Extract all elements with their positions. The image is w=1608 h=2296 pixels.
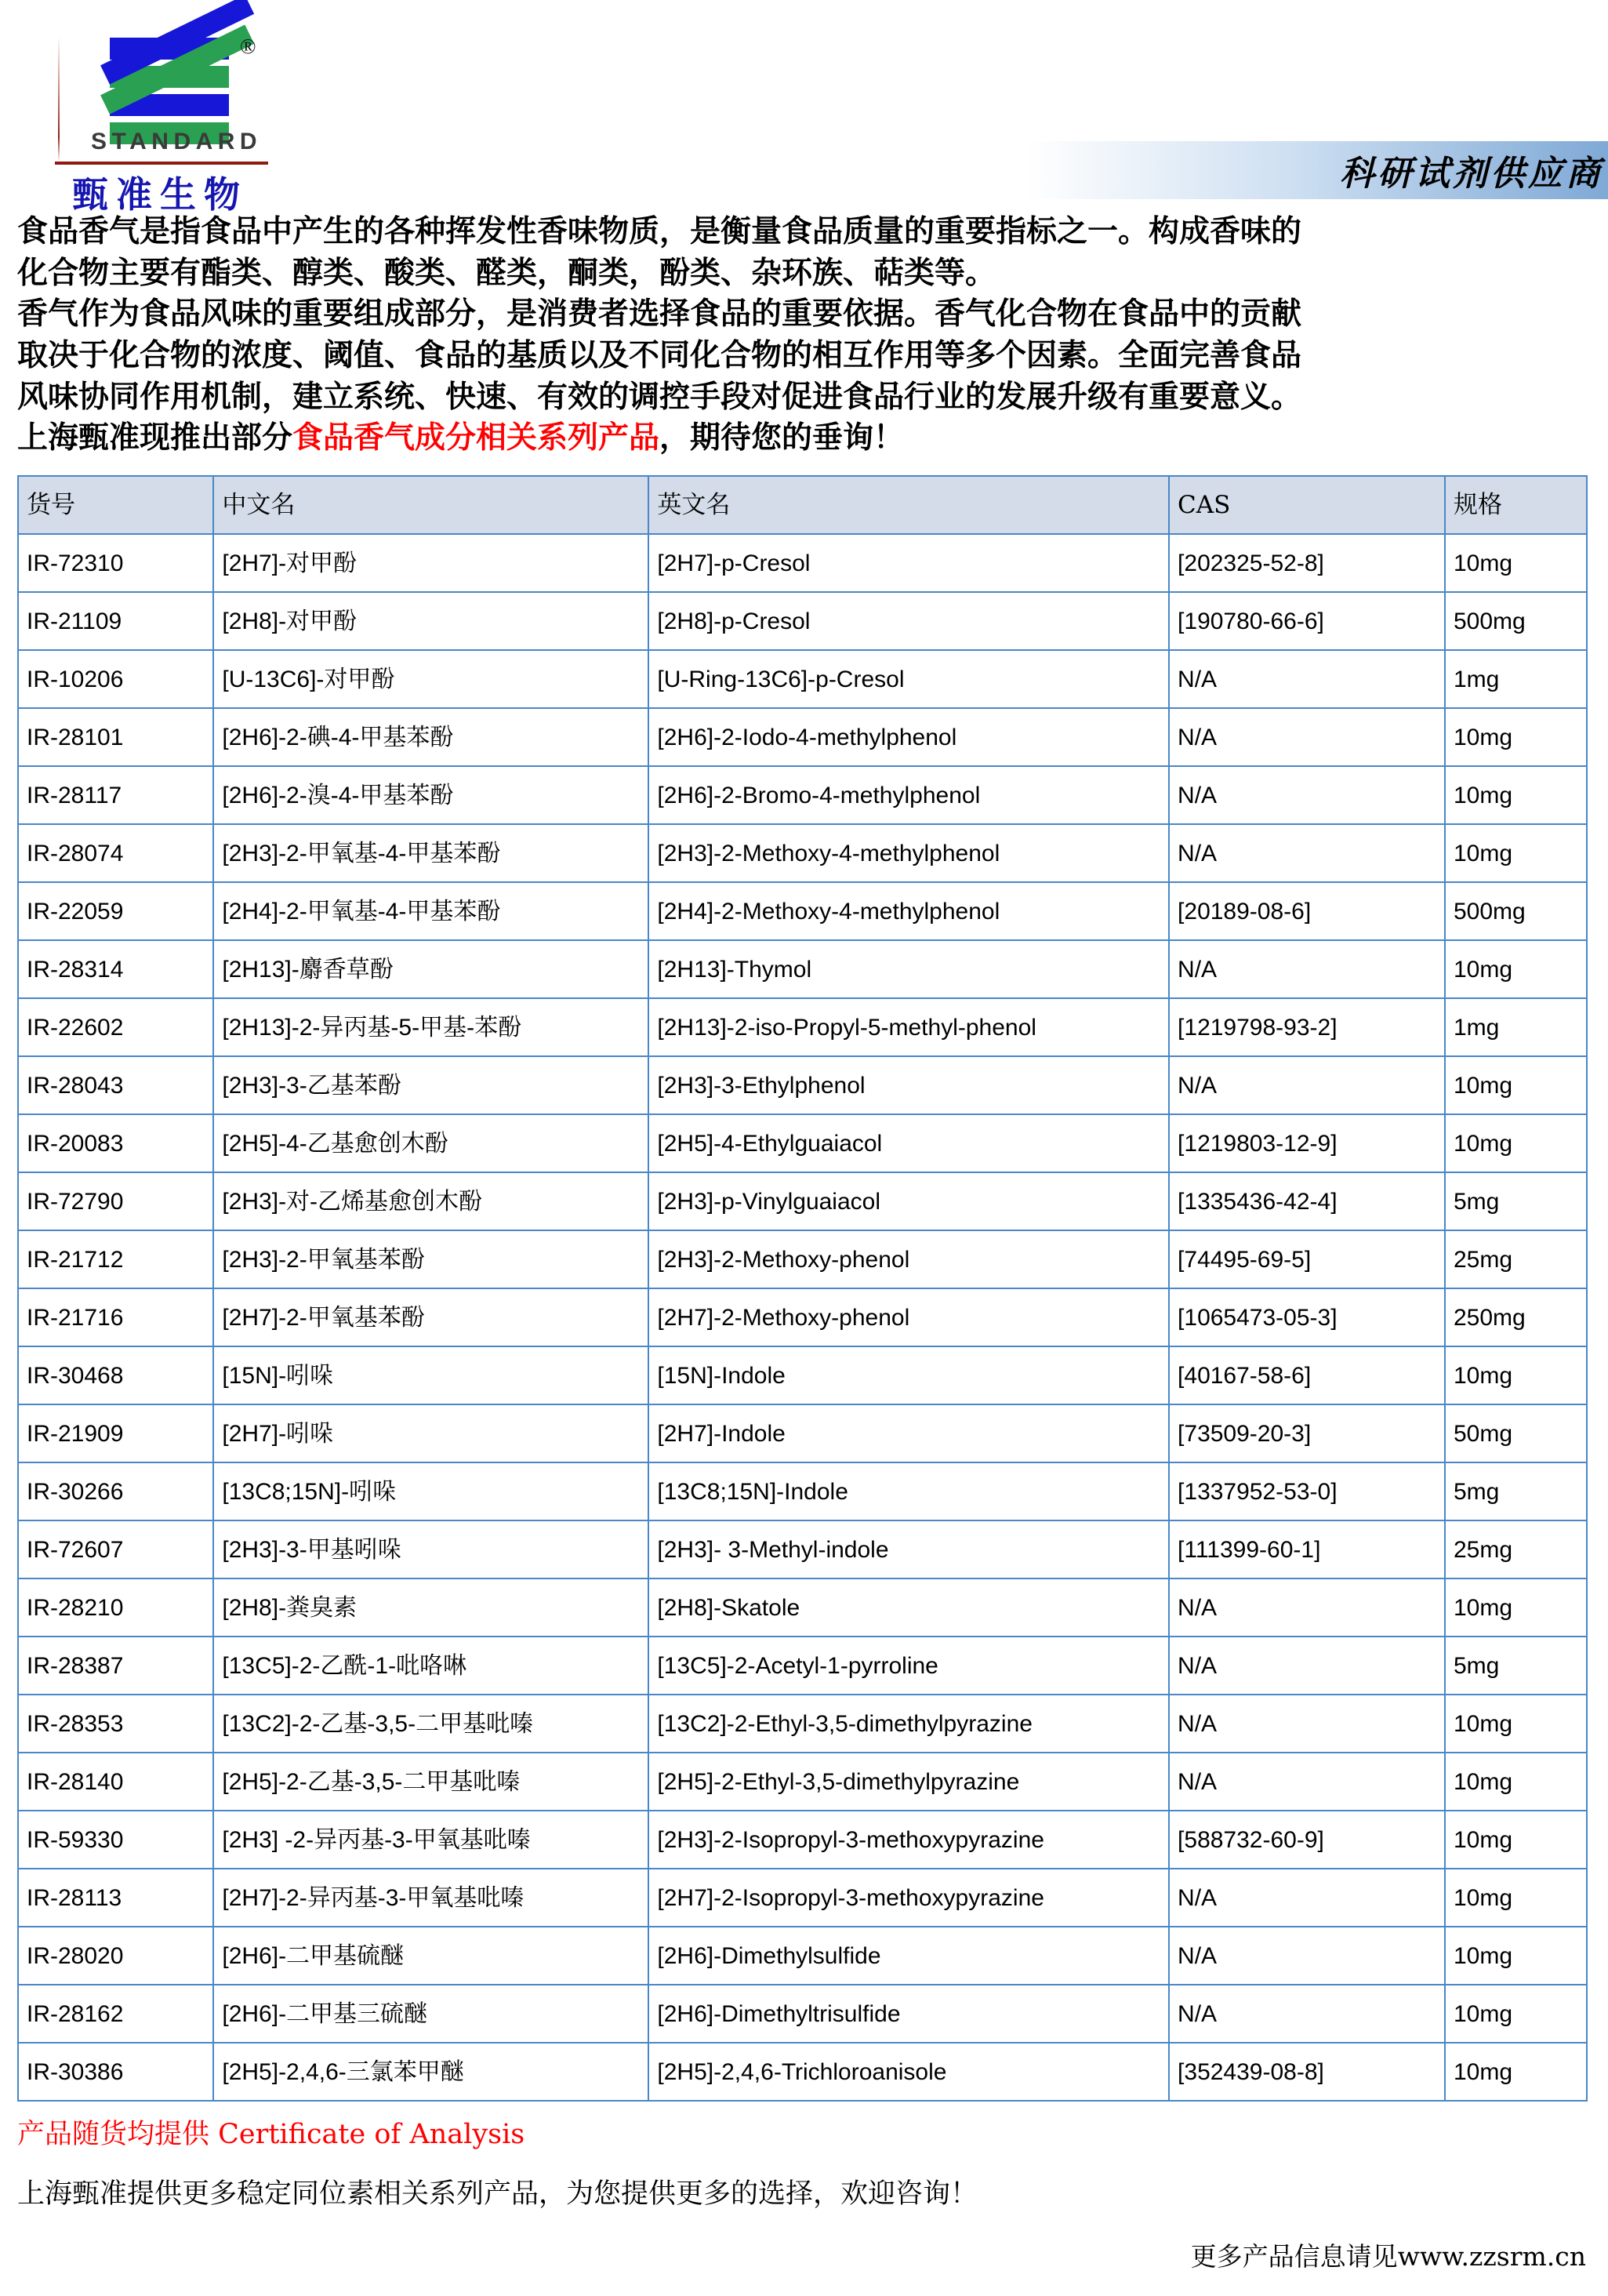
cell-cas: N/A bbox=[1169, 1869, 1445, 1927]
cell-chinese-name: [2H3] -2-异丙基-3-甲氧基吡嗪 bbox=[213, 1811, 648, 1869]
registered-trademark-icon: ® bbox=[240, 35, 256, 58]
cell-english-name: [13C8;15N]-Indole bbox=[648, 1462, 1169, 1520]
cell-cas: [20189-08-6] bbox=[1169, 882, 1445, 940]
table-row bbox=[18, 1404, 1587, 1462]
cell-code: IR-72790 bbox=[18, 1172, 213, 1230]
table-row bbox=[18, 1753, 1587, 1811]
cell-cas: [190780-66-6] bbox=[1169, 592, 1445, 650]
cell-cas: [588732-60-9] bbox=[1169, 1811, 1445, 1869]
cell-code: IR-21909 bbox=[18, 1404, 213, 1462]
cell-spec: 1mg bbox=[1445, 650, 1587, 708]
cell-chinese-name: [2H5]-2-乙基-3,5-二甲基吡嗪 bbox=[213, 1753, 648, 1811]
cell-cas: [73509-20-3] bbox=[1169, 1404, 1445, 1462]
cell-spec: 10mg bbox=[1445, 1811, 1587, 1869]
cell-chinese-name: [13C5]-2-乙酰-1-吡咯啉 bbox=[213, 1637, 648, 1695]
company-logo bbox=[34, 19, 270, 216]
cell-spec: 25mg bbox=[1445, 1520, 1587, 1578]
cell-spec: 10mg bbox=[1445, 1753, 1587, 1811]
cell-chinese-name: [2H3]-2-甲氧基苯酚 bbox=[213, 1230, 648, 1288]
cell-chinese-name: [2H8]-对甲酚 bbox=[213, 592, 648, 650]
cell-english-name: [2H6]-2-Bromo-4-methylphenol bbox=[648, 766, 1169, 824]
table-row bbox=[18, 534, 1587, 592]
table-row bbox=[18, 1637, 1587, 1695]
cell-spec: 25mg bbox=[1445, 1230, 1587, 1288]
cell-chinese-name: [2H6]-二甲基三硫醚 bbox=[213, 1985, 648, 2043]
cell-cas: [1065473-05-3] bbox=[1169, 1288, 1445, 1346]
cell-english-name: [13C5]-2-Acetyl-1-pyrroline bbox=[648, 1637, 1169, 1695]
cell-code: IR-30266 bbox=[18, 1462, 213, 1520]
cell-spec: 500mg bbox=[1445, 882, 1587, 940]
cell-english-name: [2H3]-3-Ethylphenol bbox=[648, 1056, 1169, 1114]
intro-line-3: 香气作为食品风味的重要组成部分，是消费者选择食品的重要依据。香气化合物在食品中的贡献 bbox=[17, 296, 1302, 332]
table-row bbox=[18, 592, 1587, 650]
cell-english-name: [2H4]-2-Methoxy-4-methylphenol bbox=[648, 882, 1169, 940]
cell-english-name: [2H7]-p-Cresol bbox=[648, 534, 1169, 592]
intro-line-4: 取决于化合物的浓度、阈值、食品的基质以及不同化合物的相互作用等多个因素。全面完善食品 bbox=[17, 337, 1302, 374]
table-row bbox=[18, 882, 1587, 940]
intro-line-6 bbox=[17, 418, 1588, 458]
table-header-row bbox=[18, 476, 1587, 534]
cell-english-name: [2H5]-4-Ethylguaiacol bbox=[648, 1114, 1169, 1172]
logo-standard-text: STANDARD bbox=[91, 129, 263, 154]
table-row bbox=[18, 1462, 1587, 1520]
cell-spec: 10mg bbox=[1445, 1869, 1587, 1927]
cell-english-name: [2H3]-2-Methoxy-4-methylphenol bbox=[648, 824, 1169, 882]
logo-spike-shape bbox=[55, 36, 63, 162]
cell-chinese-name: [2H7]-对甲酚 bbox=[213, 534, 648, 592]
cell-english-name: [2H6]-Dimethylsulfide bbox=[648, 1927, 1169, 1985]
cell-chinese-name: [2H4]-2-甲氧基-4-甲基苯酚 bbox=[213, 882, 648, 940]
cell-cas: [74495-69-5] bbox=[1169, 1230, 1445, 1288]
website-note: 更多产品信息请见www.zzsrm.cn bbox=[1190, 2241, 1586, 2272]
intro-line-6-suffix: ，期待您的垂询！ bbox=[659, 420, 905, 456]
intro-line-5: 风味协同作用机制，建立系统、快速、有效的调控手段对促进食品行业的发展升级有重要意义。 bbox=[17, 378, 1302, 415]
cell-spec: 10mg bbox=[1445, 1578, 1587, 1637]
cell-english-name: [2H3]-p-Vinylguaiacol bbox=[648, 1172, 1169, 1230]
cell-chinese-name: [2H13]-麝香草酚 bbox=[213, 940, 648, 998]
column-header-chinese-name: 中文名 bbox=[213, 476, 648, 534]
cell-cas: N/A bbox=[1169, 1695, 1445, 1753]
cell-spec: 10mg bbox=[1445, 1985, 1587, 2043]
cell-chinese-name: [13C8;15N]-吲哚 bbox=[213, 1462, 648, 1520]
cell-chinese-name: [2H7]-2-异丙基-3-甲氧基吡嗪 bbox=[213, 1869, 648, 1927]
banner-title: 科研试剂供应商 bbox=[1340, 154, 1603, 194]
cell-spec: 50mg bbox=[1445, 1404, 1587, 1462]
cell-chinese-name: [2H5]-4-乙基愈创木酚 bbox=[213, 1114, 648, 1172]
cell-spec: 250mg bbox=[1445, 1288, 1587, 1346]
cell-code: IR-28140 bbox=[18, 1753, 213, 1811]
cell-cas: N/A bbox=[1169, 1927, 1445, 1985]
table-row bbox=[18, 1288, 1587, 1346]
table-row bbox=[18, 940, 1587, 998]
cell-chinese-name: [13C2]-2-乙基-3,5-二甲基吡嗪 bbox=[213, 1695, 648, 1753]
logo-underline-rule bbox=[55, 162, 268, 165]
cell-code: IR-21712 bbox=[18, 1230, 213, 1288]
cell-code: IR-72607 bbox=[18, 1520, 213, 1578]
column-header-english-name: 英文名 bbox=[648, 476, 1169, 534]
cell-chinese-name: [2H3]-3-甲基吲哚 bbox=[213, 1520, 648, 1578]
cell-english-name: [2H7]-Indole bbox=[648, 1404, 1169, 1462]
table-row bbox=[18, 998, 1587, 1056]
cell-code: IR-28101 bbox=[18, 708, 213, 766]
cell-code: IR-28074 bbox=[18, 824, 213, 882]
cell-english-name: [2H7]-2-Methoxy-phenol bbox=[648, 1288, 1169, 1346]
table-row bbox=[18, 1695, 1587, 1753]
cell-spec: 10mg bbox=[1445, 824, 1587, 882]
table-row bbox=[18, 1927, 1587, 1985]
cell-cas: [1219798-93-2] bbox=[1169, 998, 1445, 1056]
cell-cas: N/A bbox=[1169, 1637, 1445, 1695]
table-row bbox=[18, 1346, 1587, 1404]
cell-chinese-name: [2H7]-2-甲氧基苯酚 bbox=[213, 1288, 648, 1346]
cell-cas: N/A bbox=[1169, 650, 1445, 708]
cell-code: IR-20083 bbox=[18, 1114, 213, 1172]
cell-code: IR-21716 bbox=[18, 1288, 213, 1346]
cell-code: IR-28043 bbox=[18, 1056, 213, 1114]
cell-spec: 10mg bbox=[1445, 708, 1587, 766]
table-head bbox=[18, 476, 1587, 534]
cell-code: IR-28314 bbox=[18, 940, 213, 998]
cell-english-name: [2H3]-2-Methoxy-phenol bbox=[648, 1230, 1169, 1288]
intro-line-6-highlight: 食品香气成分相关系列产品 bbox=[292, 420, 660, 456]
cell-code: IR-28210 bbox=[18, 1578, 213, 1637]
cell-english-name: [15N]-Indole bbox=[648, 1346, 1169, 1404]
table-row bbox=[18, 1172, 1587, 1230]
cell-cas: [352439-08-8] bbox=[1169, 2043, 1445, 2101]
cell-code: IR-22059 bbox=[18, 882, 213, 940]
cell-cas: [1219803-12-9] bbox=[1169, 1114, 1445, 1172]
cell-spec: 5mg bbox=[1445, 1637, 1587, 1695]
cell-code: IR-28387 bbox=[18, 1637, 213, 1695]
cell-cas: N/A bbox=[1169, 824, 1445, 882]
cell-english-name: [2H13]-2-iso-Propyl-5-methyl-phenol bbox=[648, 998, 1169, 1056]
intro-line-6-prefix: 上海甄准现推出部分 bbox=[17, 420, 293, 456]
cell-spec: 5mg bbox=[1445, 1462, 1587, 1520]
cell-code: IR-72310 bbox=[18, 534, 213, 592]
cell-code: IR-28117 bbox=[18, 766, 213, 824]
cell-code: IR-22602 bbox=[18, 998, 213, 1056]
cell-cas: N/A bbox=[1169, 1056, 1445, 1114]
cell-cas: [1337952-53-0] bbox=[1169, 1462, 1445, 1520]
product-table-wrapper bbox=[17, 475, 1588, 2102]
cell-code: IR-30468 bbox=[18, 1346, 213, 1404]
cell-code: IR-28162 bbox=[18, 1985, 213, 2043]
cell-spec: 1mg bbox=[1445, 998, 1587, 1056]
cell-english-name: [2H7]-2-Isopropyl-3-methoxypyrazine bbox=[648, 1869, 1169, 1927]
cell-english-name: [2H5]-2,4,6-Trichloroanisole bbox=[648, 2043, 1169, 2101]
table-row bbox=[18, 1056, 1587, 1114]
cell-english-name: [2H5]-2-Ethyl-3,5-dimethylpyrazine bbox=[648, 1753, 1169, 1811]
cell-spec: 500mg bbox=[1445, 592, 1587, 650]
cell-code: IR-10206 bbox=[18, 650, 213, 708]
cell-spec: 10mg bbox=[1445, 1114, 1587, 1172]
cell-chinese-name: [2H13]-2-异丙基-5-甲基-苯酚 bbox=[213, 998, 648, 1056]
logo-company-name-cn: 甄准生物 bbox=[72, 173, 248, 216]
header-banner bbox=[989, 141, 1608, 199]
cell-cas: N/A bbox=[1169, 1578, 1445, 1637]
cell-cas: N/A bbox=[1169, 766, 1445, 824]
cell-code: IR-28113 bbox=[18, 1869, 213, 1927]
cell-code: IR-28353 bbox=[18, 1695, 213, 1753]
cell-spec: 10mg bbox=[1445, 766, 1587, 824]
cell-code: IR-21109 bbox=[18, 592, 213, 650]
cell-spec: 10mg bbox=[1445, 940, 1587, 998]
cell-spec: 5mg bbox=[1445, 1172, 1587, 1230]
intro-line-2: 化合物主要有酯类、醇类、酸类、醛类，酮类，酚类、杂环族、萜类等。 bbox=[17, 254, 996, 291]
table-row bbox=[18, 1114, 1587, 1172]
table-body bbox=[18, 534, 1587, 2101]
cell-cas: [40167-58-6] bbox=[1169, 1346, 1445, 1404]
cell-english-name: [2H6]-Dimethyltrisulfide bbox=[648, 1985, 1169, 2043]
page-header bbox=[0, 0, 1608, 216]
cell-cas: [202325-52-8] bbox=[1169, 534, 1445, 592]
cell-english-name: [2H8]-Skatole bbox=[648, 1578, 1169, 1637]
intro-paragraphs bbox=[17, 212, 1588, 458]
cell-chinese-name: [2H3]-3-乙基苯酚 bbox=[213, 1056, 648, 1114]
cell-spec: 10mg bbox=[1445, 1695, 1587, 1753]
table-row bbox=[18, 766, 1587, 824]
cell-chinese-name: [2H6]-2-溴-4-甲基苯酚 bbox=[213, 766, 648, 824]
table-row bbox=[18, 1520, 1587, 1578]
cell-chinese-name: [2H6]-2-碘-4-甲基苯酚 bbox=[213, 708, 648, 766]
cell-cas: N/A bbox=[1169, 1753, 1445, 1811]
product-table bbox=[17, 475, 1588, 2102]
cell-english-name: [13C2]-2-Ethyl-3,5-dimethylpyrazine bbox=[648, 1695, 1169, 1753]
cell-spec: 10mg bbox=[1445, 1927, 1587, 1985]
cell-chinese-name: [2H8]-粪臭素 bbox=[213, 1578, 648, 1637]
cell-spec: 10mg bbox=[1445, 534, 1587, 592]
cell-chinese-name: [U-13C6]-对甲酚 bbox=[213, 650, 648, 708]
coa-note: 产品随货均提供 Certificate of Analysis bbox=[17, 2119, 525, 2151]
page-footer bbox=[17, 2113, 1588, 2273]
cell-english-name: [U-Ring-13C6]-p-Cresol bbox=[648, 650, 1169, 708]
table-row bbox=[18, 1985, 1587, 2043]
cell-cas: N/A bbox=[1169, 940, 1445, 998]
table-row bbox=[18, 1578, 1587, 1637]
cell-chinese-name: [2H3]-对-乙烯基愈创木酚 bbox=[213, 1172, 648, 1230]
cell-spec: 10mg bbox=[1445, 1056, 1587, 1114]
cell-english-name: [2H3]- 3-Methyl-indole bbox=[648, 1520, 1169, 1578]
table-row bbox=[18, 2043, 1587, 2101]
more-products-note: 上海甄准提供更多稳定同位素相关系列产品，为您提供更多的选择，欢迎咨询！ bbox=[17, 2178, 978, 2211]
cell-chinese-name: [2H6]-二甲基硫醚 bbox=[213, 1927, 648, 1985]
cell-chinese-name: [2H7]-吲哚 bbox=[213, 1404, 648, 1462]
cell-cas: [1335436-42-4] bbox=[1169, 1172, 1445, 1230]
intro-line-1: 食品香气是指食品中产生的各种挥发性香味物质，是衡量食品质量的重要指标之一。构成香味的 bbox=[17, 213, 1302, 249]
cell-english-name: [2H3]-2-Isopropyl-3-methoxypyrazine bbox=[648, 1811, 1169, 1869]
table-row bbox=[18, 824, 1587, 882]
column-header-spec: 规格 bbox=[1445, 476, 1587, 534]
cell-code: IR-59330 bbox=[18, 1811, 213, 1869]
cell-spec: 10mg bbox=[1445, 1346, 1587, 1404]
table-row bbox=[18, 1230, 1587, 1288]
table-row bbox=[18, 650, 1587, 708]
cell-english-name: [2H6]-2-Iodo-4-methylphenol bbox=[648, 708, 1169, 766]
cell-code: IR-28020 bbox=[18, 1927, 213, 1985]
cell-english-name: [2H13]-Thymol bbox=[648, 940, 1169, 998]
cell-cas: [111399-60-1] bbox=[1169, 1520, 1445, 1578]
cell-spec: 10mg bbox=[1445, 2043, 1587, 2101]
cell-chinese-name: [15N]-吲哚 bbox=[213, 1346, 648, 1404]
table-row bbox=[18, 1869, 1587, 1927]
cell-chinese-name: [2H5]-2,4,6-三氯苯甲醚 bbox=[213, 2043, 648, 2101]
table-row bbox=[18, 708, 1587, 766]
cell-cas: N/A bbox=[1169, 1985, 1445, 2043]
table-row bbox=[18, 1811, 1587, 1869]
cell-chinese-name: [2H3]-2-甲氧基-4-甲基苯酚 bbox=[213, 824, 648, 882]
column-header-code: 货号 bbox=[18, 476, 213, 534]
cell-english-name: [2H8]-p-Cresol bbox=[648, 592, 1169, 650]
cell-cas: N/A bbox=[1169, 708, 1445, 766]
column-header-cas: CAS bbox=[1169, 476, 1445, 534]
cell-code: IR-30386 bbox=[18, 2043, 213, 2101]
